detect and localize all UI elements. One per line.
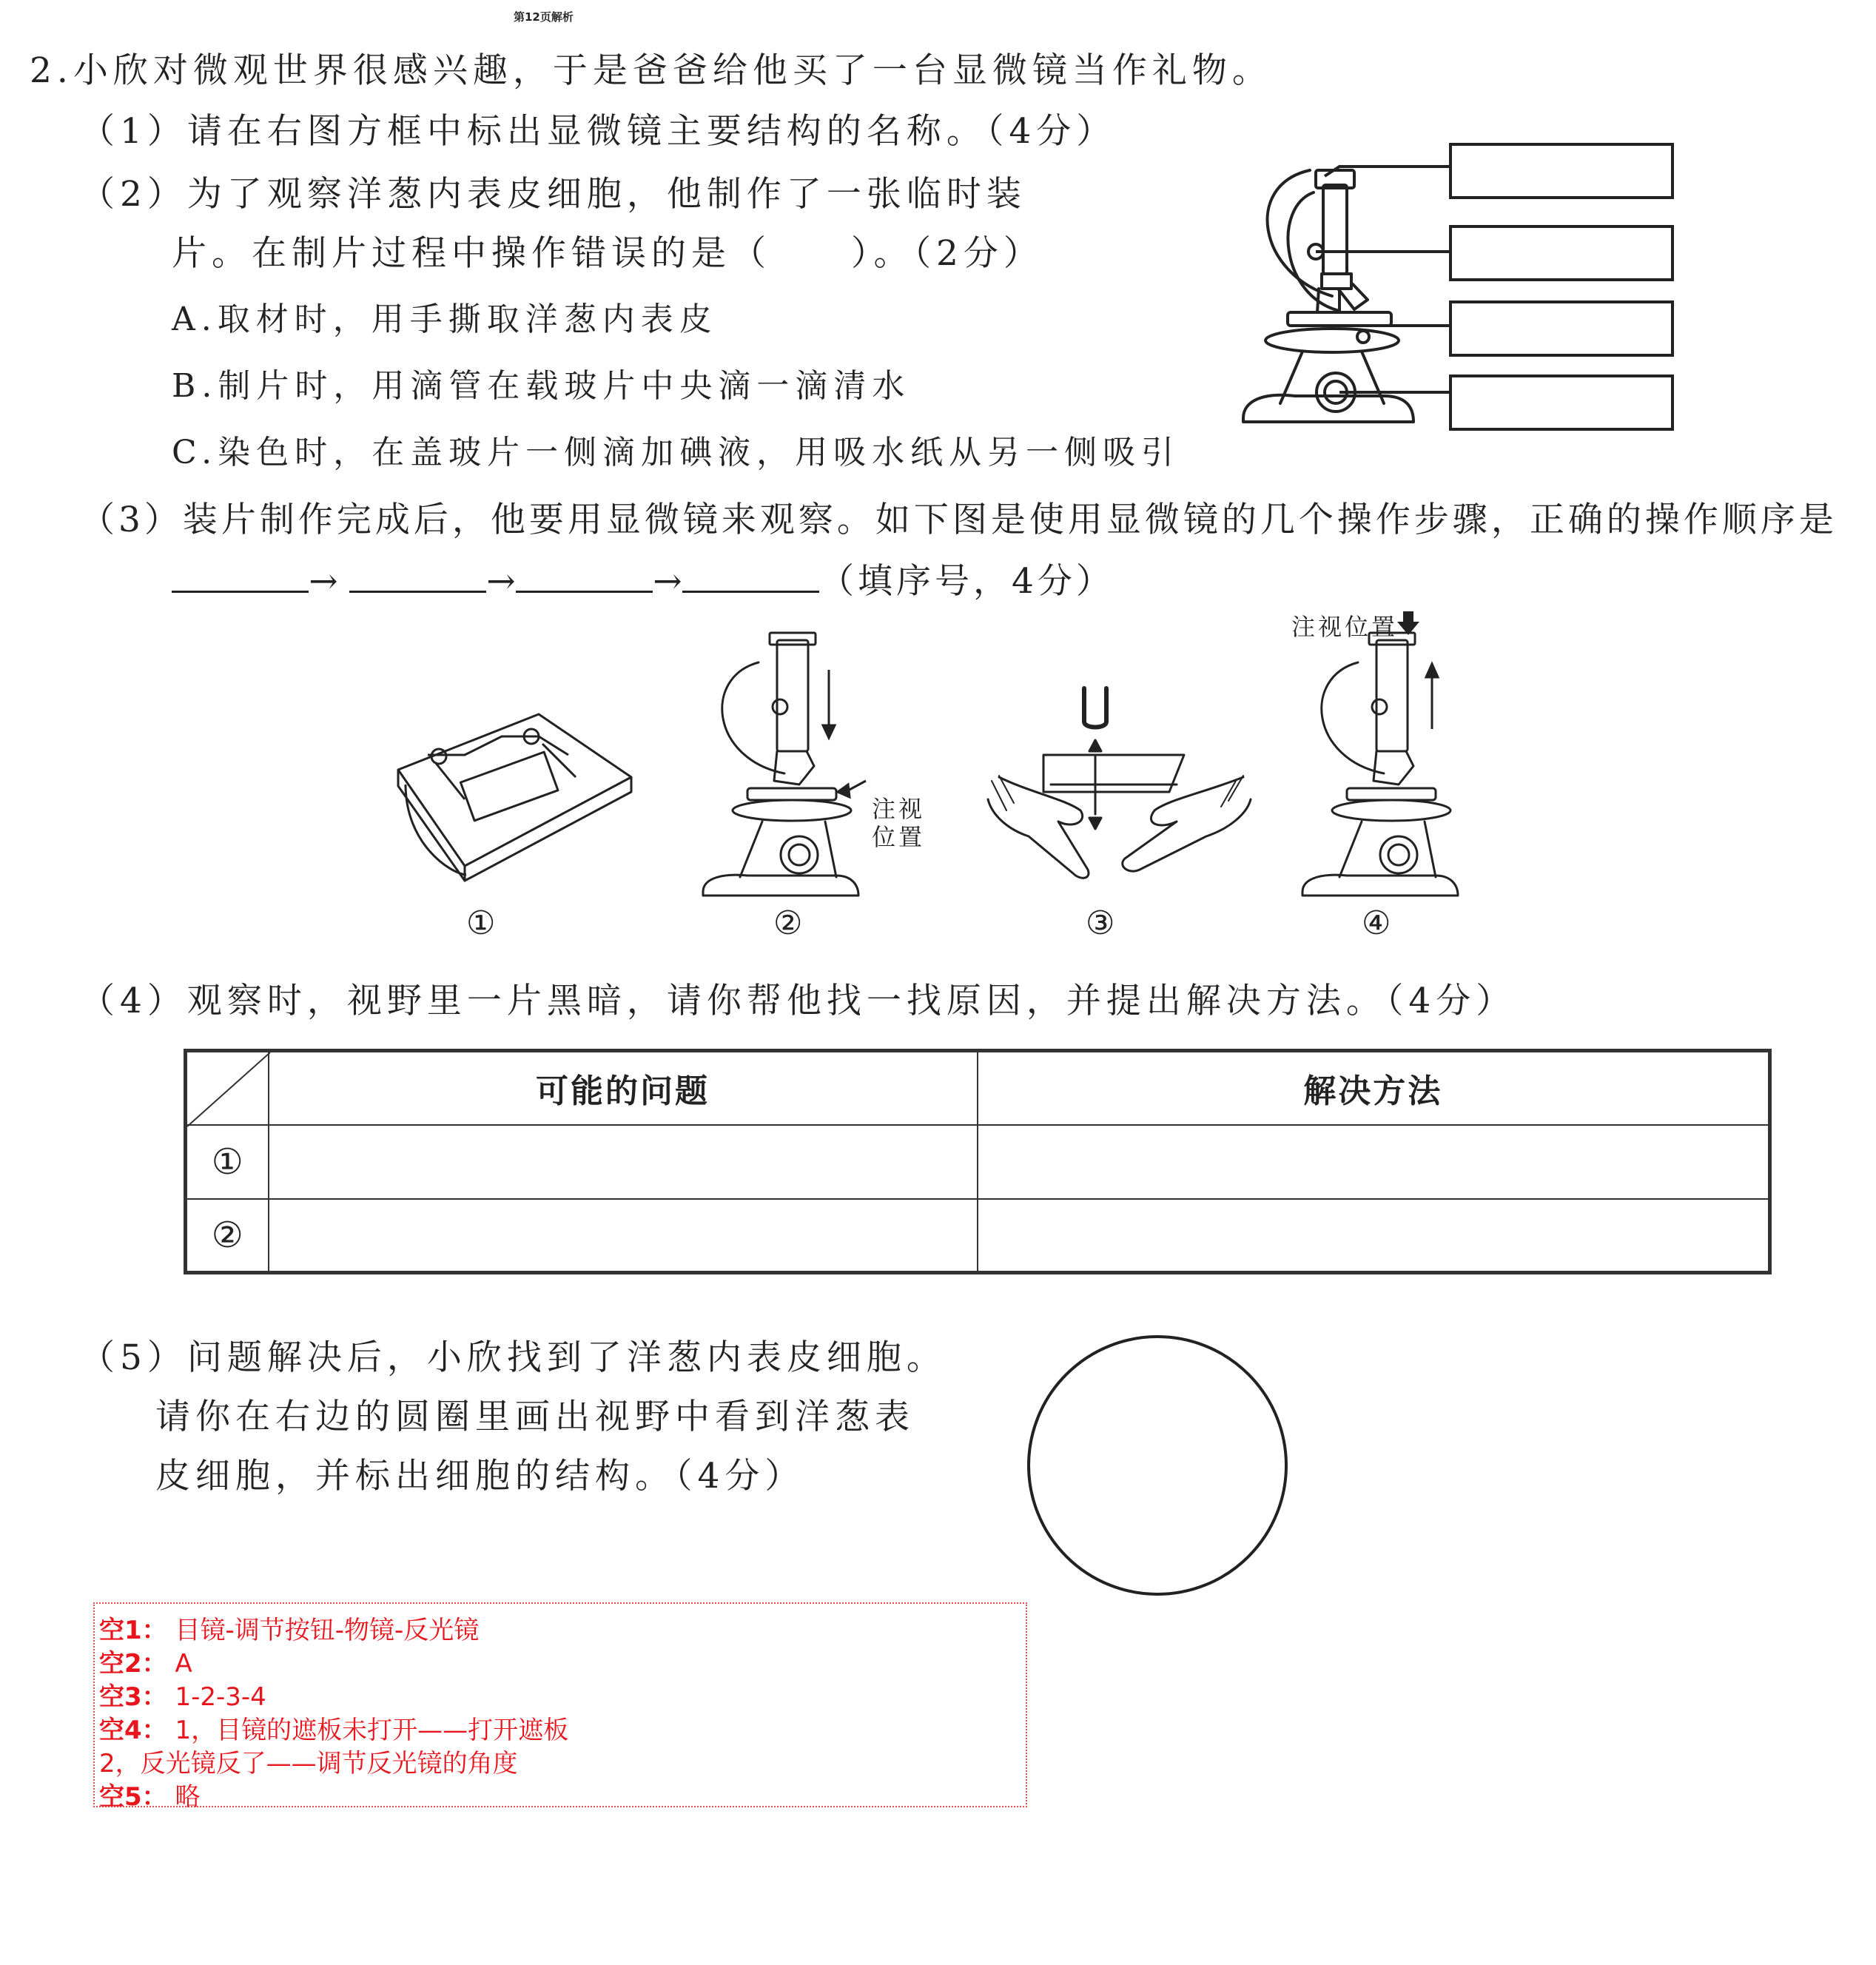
part5-text-line3: 皮细胞，并标出细胞的结构。（4分） xyxy=(155,1456,805,1497)
step4-note: 注视位置 xyxy=(1291,613,1399,641)
part4-text: （4）观察时，视野里一片黑暗，请你帮他找一找原因，并提出解决方法。（4分） xyxy=(80,981,1516,1021)
answer-box xyxy=(93,1602,1027,1812)
problem-solution-table xyxy=(184,1049,1772,1274)
answer-2: 空2： A xyxy=(99,1649,192,1679)
step-label-1: ① xyxy=(466,904,496,942)
cell-solution-1[interactable] xyxy=(978,1125,1770,1199)
blank-3[interactable] xyxy=(516,561,653,593)
cell-problem-2[interactable] xyxy=(269,1199,978,1273)
header-solution: 解决方法 xyxy=(978,1051,1770,1125)
page-header: 第12页解析 xyxy=(514,10,574,24)
arrow-3: → xyxy=(653,561,682,602)
part2-text-line2: 片。在制片过程中操作错误的是（ ）。（2分） xyxy=(172,233,1043,274)
step2-note-line1: 注视 xyxy=(872,795,926,823)
row-label-1: ① xyxy=(186,1125,269,1199)
diagonal-line xyxy=(187,1052,270,1126)
answer-1: 空1： 目镜-调节按钮-物镜-反光镜 xyxy=(99,1616,480,1645)
step2-note-line2: 位置 xyxy=(872,823,926,851)
choice-b: B.制片时，用滴管在载玻片中央滴一滴清水 xyxy=(172,367,911,405)
cell-problem-1[interactable] xyxy=(269,1125,978,1199)
diagonal-header-cell xyxy=(186,1051,269,1125)
step4-watch-arrow-icon xyxy=(1397,611,1419,636)
choice-c: C.染色时，在盖玻片一侧滴加碘液，用吸水纸从另一侧吸引 xyxy=(172,434,1180,471)
blank-4[interactable] xyxy=(682,561,819,593)
part3-text: （3）装片制作完成后，他要用显微镜来观察。如下图是使用显微镜的几个操作步骤，正确的操作顺序是 xyxy=(80,500,1838,540)
step2-microscope-illustration xyxy=(703,633,895,899)
choice-a: A.取材时，用手撕取洋葱内表皮 xyxy=(172,300,718,338)
arrow-1: → xyxy=(309,561,338,602)
row-label-2: ② xyxy=(186,1199,269,1273)
answer-4-line2: 2，反光镜反了——调节反光镜的角度 xyxy=(99,1749,518,1778)
label-box-adjust-knob xyxy=(1450,226,1672,280)
label-box-mirror xyxy=(1450,376,1672,429)
label-box-objective xyxy=(1450,302,1672,355)
answer-4: 空4： 1，目镜的遮板未打开——打开遮板 xyxy=(99,1716,569,1745)
answer-3: 空3： 1-2-3-4 xyxy=(99,1682,266,1712)
part3-blanks xyxy=(172,554,1114,603)
part5-text-line2: 请你在右边的圆圈里画出视野中看到洋葱表 xyxy=(155,1397,915,1437)
step4-microscope-illustration xyxy=(1302,633,1495,899)
part3-suffix: （填序号，4分） xyxy=(818,561,1114,602)
drawing-circle[interactable] xyxy=(1024,1332,1291,1599)
question-title: 2.小欣对微观世界很感兴趣，于是爸爸给他买了一台显微镜当作礼物。 xyxy=(30,50,1272,91)
step1-slide-illustration xyxy=(383,703,642,888)
step-label-2: ② xyxy=(773,904,803,942)
part2-text-line1: （2）为了观察洋葱内表皮细胞，他制作了一张临时装 xyxy=(80,174,1026,215)
cell-solution-2[interactable] xyxy=(978,1199,1770,1273)
blank-1[interactable] xyxy=(172,561,309,593)
labeled-microscope-diagram xyxy=(1228,141,1672,451)
part1-text: （1）请在右图方框中标出显微镜主要结构的名称。（4分） xyxy=(80,111,1117,152)
step-label-4: ④ xyxy=(1362,904,1391,942)
arrow-2: → xyxy=(486,561,516,602)
answer-5: 空5： 略 xyxy=(99,1782,201,1812)
label-box-eyepiece xyxy=(1450,144,1672,198)
step3-hands-illustration xyxy=(984,681,1258,896)
blank-2[interactable] xyxy=(349,561,486,593)
part5-text-line1: （5）问题解决后，小欣找到了洋葱内表皮细胞。 xyxy=(80,1337,947,1378)
header-possible-problem: 可能的问题 xyxy=(269,1051,978,1125)
step-label-3: ③ xyxy=(1086,904,1115,942)
